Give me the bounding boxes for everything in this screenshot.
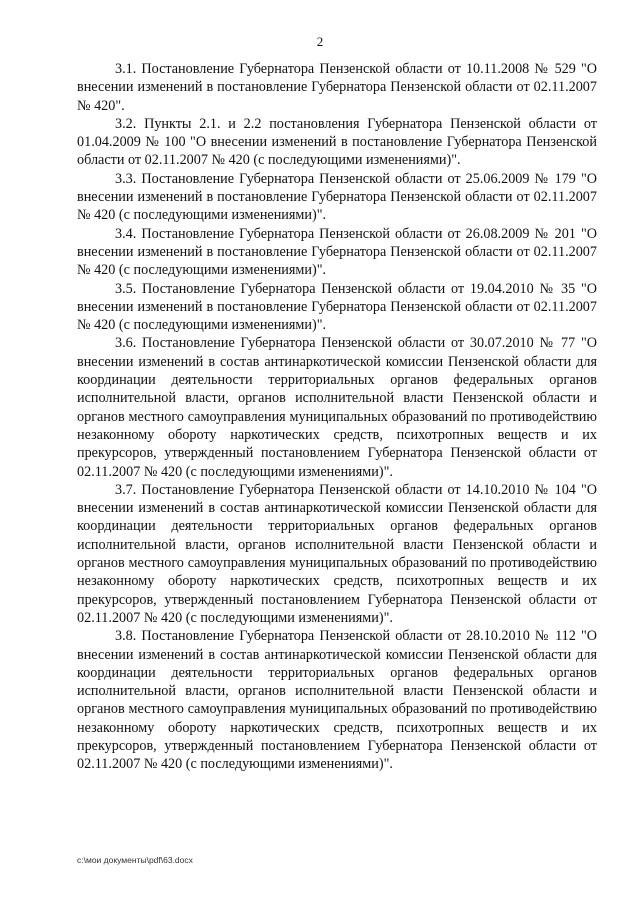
document-body bbox=[77, 60, 597, 774]
paragraph-3-4: 3.4. Постановление Губернатора Пензенской области от 26.08.2009 № 201 "О внесении изменений в постановление Губернатора Пензенской области от 02.11.2007 № 420 (с последующими изменениями)". bbox=[77, 225, 597, 279]
page-number: 2 bbox=[316, 34, 324, 49]
paragraph-3-3: 3.3. Постановление Губернатора Пензенской области от 25.06.2009 № 179 "О внесении изменений в постановление Губернатора Пензенской области от 02.11.2007 № 420 (с последующими изменениями)". bbox=[77, 170, 597, 224]
paragraph-3-6: 3.6. Постановление Губернатора Пензенской области от 30.07.2010 № 77 "О внесении изменений в состав антинаркотической комиссии Пензенской области для координации деятельности территориальных органов федеральных органов исполнительной власти, органов исполнительной власти Пензенской области и органов местного самоуправления муниципальных образований по противодействию незаконному обороту наркотических средств, психотропных веществ и их прекурсоров, утвержденный постановлением Губернатора Пензенской области от 02.11.2007 № 420 (с последующими изменениями)". bbox=[77, 335, 597, 480]
paragraph-3-7: 3.7. Постановление Губернатора Пензенской области от 14.10.2010 № 104 "О внесении изменений в состав антинаркотической комиссии Пензенской области для координации деятельности территориальных органов федеральных органов исполнительной власти, органов исполнительной власти Пензенской области и органов местного самоуправления муниципальных образований по противодействию незаконному обороту наркотических средств, психотропных веществ и их прекурсоров, утвержденный постановлением Губернатора Пензенской области от 02.11.2007 № 420 (с последующими изменениями)". bbox=[77, 481, 597, 626]
paragraph-3-8: 3.8. Постановление Губернатора Пензенской области от 28.10.2010 № 112 "О внесении изменений в состав антинаркотической комиссии Пензенской области для координации деятельности территориальных органов федеральных органов исполнительной власти, органов исполнительной власти Пензенской области и органов местного самоуправления муниципальных образований по противодействию незаконному обороту наркотических средств, психотропных веществ и их прекурсоров, утвержденный постановлением Губернатора Пензенской области от 02.11.2007 № 420 (с последующими изменениями)". bbox=[77, 628, 597, 773]
paragraph-3-1: 3.1. Постановление Губернатора Пензенской области от 10.11.2008 № 529 "О внесении изменений в постановление Губернатора Пензенской области от 02.11.2007 № 420". bbox=[77, 61, 597, 114]
paragraph-3-2: 3.2. Пункты 2.1. и 2.2 постановления Губернатора Пензенской области от 01.04.2009 № 100 "О внесении изменений в постановление Губернатора Пензенской области от 02.11.2007 № 420 (с последующими изменениями)". bbox=[77, 115, 597, 169]
paragraph-3-5: 3.5. Постановление Губернатора Пензенской области от 19.04.2010 № 35 "О внесении изменений в постановление Губернатора Пензенской области от 02.11.2007 № 420 (с последующими изменениями)". bbox=[77, 280, 597, 334]
file-path-footer: c:\мои документы\pdf\63.docx bbox=[77, 855, 193, 865]
